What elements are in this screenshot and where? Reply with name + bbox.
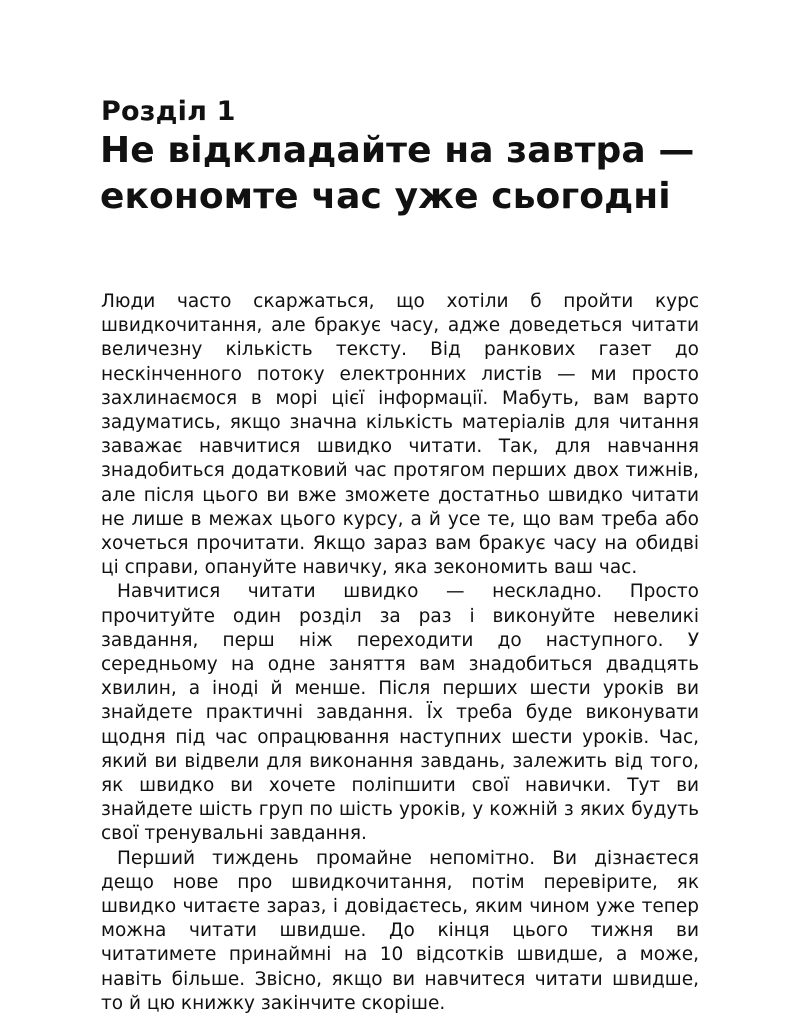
chapter-title-line-2: економте час уже сьогодні bbox=[100, 176, 671, 217]
paragraph-1: Люди часто скаржаться, що хотіли б пройти курс швидкочитання, але бракує часу, адже доведеться читати величезну кількість тексту. Від ранкових газет до нескінченного потоку електронних листів — ми просто захлинаємося в морі цієї інформації. Мабуть, вам варто задуматись, якщо значна кількість матеріалів для читання заважає навчитися швидко читати. Так, для навчання знадобиться додатковий час протягом перших двох тижнів, але після цього ви вже зможете достатньо швидко читати не лише в межах цього курсу, а й усе те, що вам треба або хочеться прочитати. Якщо зараз вам бракує часу на обидві ці справи, опануйте навичку, яка зекономить ваш час. bbox=[101, 291, 699, 579]
paragraph-3: Перший тиждень промайне непомітно. Ви дізнаєтеся дещо нове про швидкочитання, потім перевірите, як швидко читаєте зараз, і довідаєтесь, яким чином уже тепер можна читати швидше. До кінця цього тижня ви читатимете принаймні на 10 відсотків швидше, а може, навіть більше. Звісно, якщо ви навчитеся читати швидше, то й цю книжку закінчите скоріше. bbox=[101, 847, 699, 1014]
chapter-title-line-1: Не відкладайте на завтра — bbox=[100, 130, 695, 171]
chapter-title bbox=[100, 128, 720, 220]
paragraph-2: Навчитися читати швидко — нескладно. Просто прочитуйте один розділ за раз і виконуйте невеликі завдання, перш ніж переходити до наступного. У середньому на одне заняття вам знадобиться двадцять хвилин, а іноді й менше. Після перших шести уроків ви знайдете практичні завдання. Їх треба буде виконувати щодня під час опрацювання наступних шести уроків. Час, який ви відвели для виконання завдань, залежить від того, як швидко ви хочете поліпшити свої навички. Тут ви знайдете шість груп по шість уроків, у кожній з яких будуть свої тренувальні завдання. bbox=[101, 581, 699, 845]
chapter-label: Розділ 1 bbox=[101, 96, 236, 127]
body-text bbox=[101, 290, 699, 1016]
